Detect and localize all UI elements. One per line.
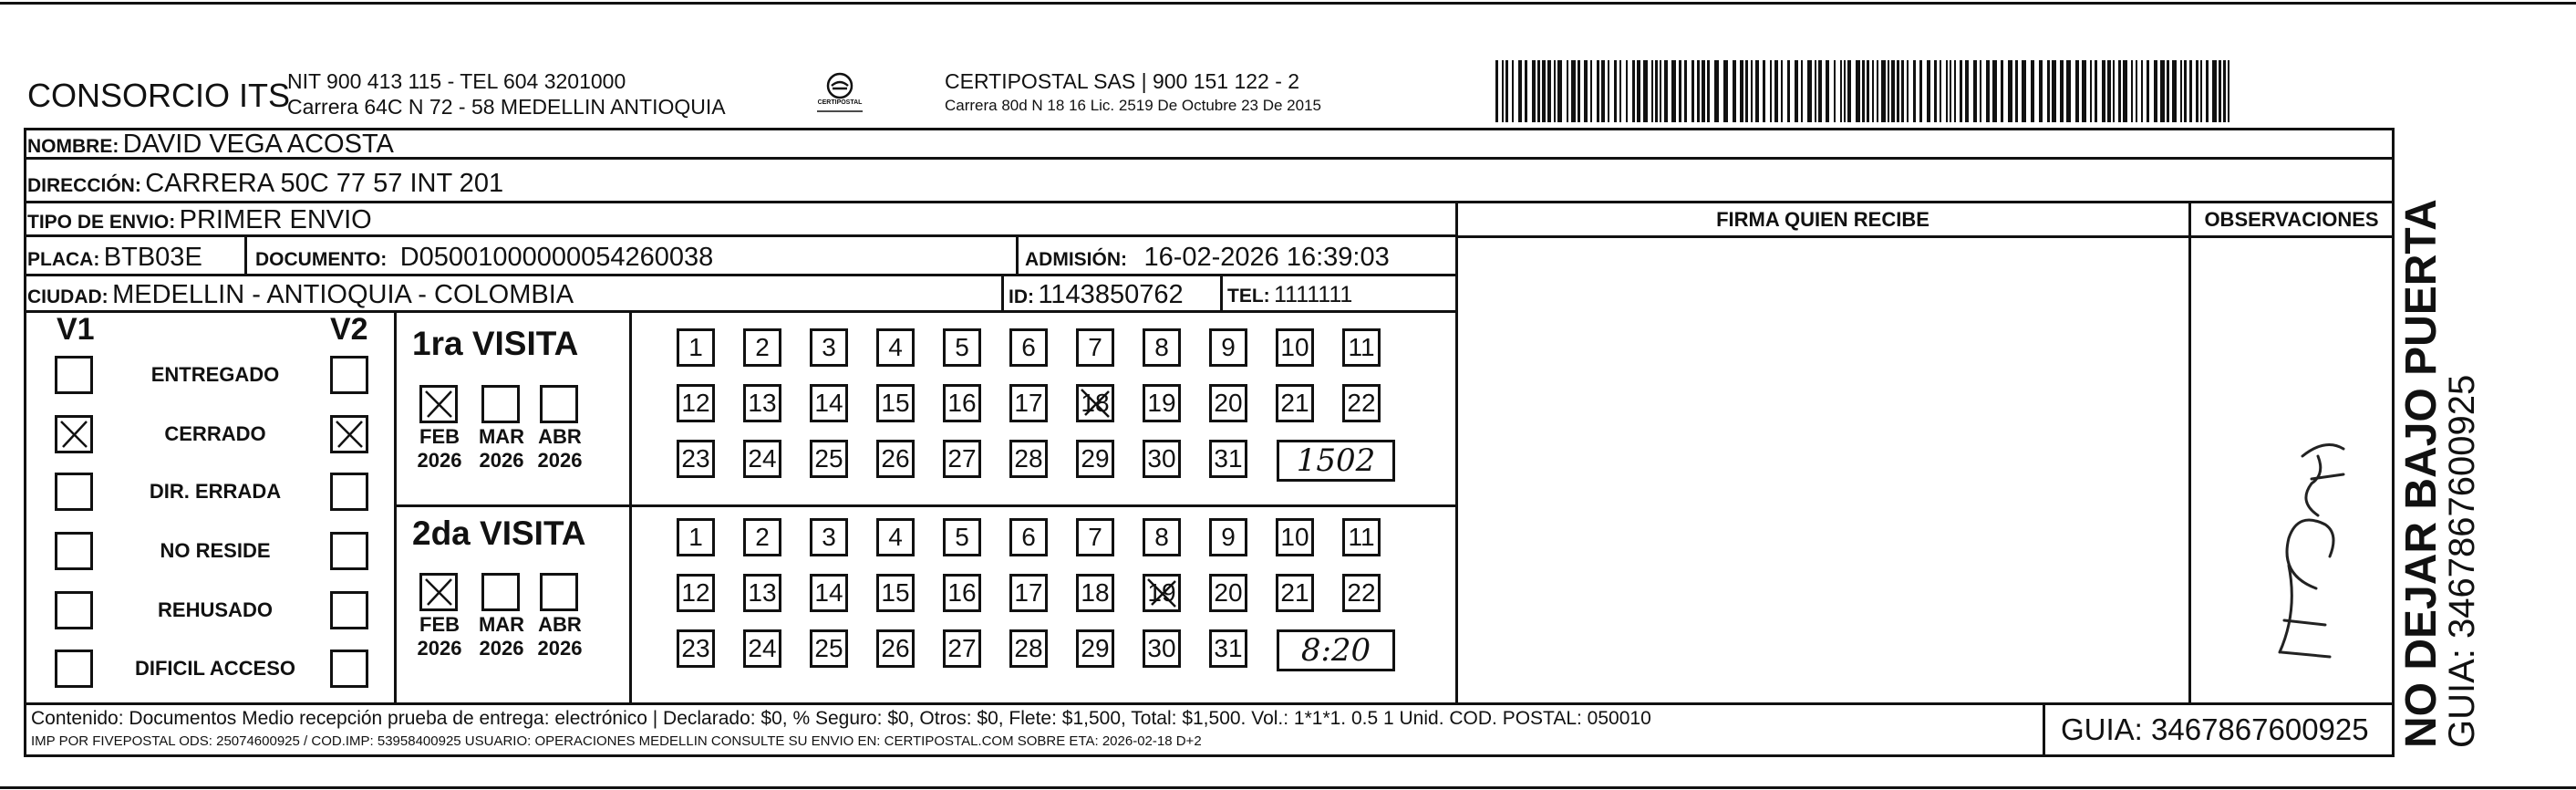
day-box[interactable]: 21 [1276, 384, 1314, 422]
footer-line-2: IMP POR FIVEPOSTAL ODS: 25074600925 / COD.IMP: 53958400925 USUARIO: OPERACIONES MEDELLIN CONSULTE SU ENVIO EN: CERTIPOSTAL.COM SOBRE ETA: 2026-02-18 D+2 [31, 733, 1202, 749]
barcode-bar [1567, 60, 1568, 122]
status-label: NO RESIDE [160, 539, 271, 562]
day-box[interactable]: 16 [943, 574, 981, 612]
day-box[interactable]: 13 [743, 574, 781, 612]
day-box[interactable]: 16 [943, 384, 981, 422]
barcode-bar [1660, 60, 1661, 122]
barcode-bar [1714, 60, 1719, 122]
barcode-bar [1973, 60, 1977, 122]
day-box[interactable]: 7 [1076, 328, 1114, 367]
barcode-bar [2160, 60, 2165, 122]
barcode-bar [1547, 60, 1551, 122]
barcode-bar [1940, 60, 1941, 122]
barcode-bar [2022, 60, 2026, 122]
barcode-bar [1614, 60, 1617, 122]
day-box[interactable]: 28 [1009, 440, 1048, 478]
day-mark-icon [1143, 574, 1181, 612]
barcode-bar [1723, 60, 1728, 122]
barcode-bar [2066, 60, 2071, 122]
vline-admision [1016, 237, 1019, 275]
direccion-label: DIRECCIÓN: [27, 175, 141, 196]
barcode-bar [1525, 60, 1527, 122]
tipo-row [27, 204, 372, 235]
day-box[interactable]: 25 [810, 629, 848, 668]
barcode-bar [2200, 60, 2202, 122]
barcode-bar [1684, 60, 1687, 122]
vline-firma [1455, 203, 1458, 704]
day-box[interactable]: 9 [1209, 328, 1247, 367]
month-year: 2026 [417, 637, 462, 660]
barcode-bar [1495, 60, 1498, 122]
day-box[interactable]: 1 [677, 518, 715, 556]
top-rule [0, 2, 2576, 5]
barcode-bar [2172, 60, 2177, 122]
barcode-bar [2001, 60, 2003, 122]
barcode-bar [1537, 60, 1540, 122]
visit2-title: 2da VISITA [412, 515, 586, 552]
barcode-bar [1733, 60, 1736, 122]
month-year: 2026 [479, 449, 524, 472]
barcode-bar [1755, 60, 1759, 122]
rule-ciudad [24, 310, 1455, 313]
id-label: ID: [1009, 286, 1034, 307]
day-box[interactable]: 30 [1143, 629, 1181, 668]
rule-firma-header [1455, 235, 2395, 238]
barcode-bar [1655, 60, 1658, 122]
barcode-bar [1795, 60, 1798, 122]
day-box[interactable]: 8 [1143, 328, 1181, 367]
day-box[interactable]: 5 [943, 328, 981, 367]
v2-checkbox[interactable] [330, 591, 368, 629]
barcode-bar [1801, 60, 1803, 122]
barcode-bar [1954, 60, 1956, 122]
barcode-bar [1946, 60, 1948, 122]
barcode-bar [2123, 60, 2127, 122]
barcode-bar [1901, 60, 1904, 122]
nombre-value: DAVID VEGA ACOSTA [122, 130, 394, 158]
barcode-bar [1691, 60, 1694, 122]
day-box[interactable]: 10 [1276, 518, 1314, 556]
barcode-bar [1781, 60, 1783, 122]
barcode-bar [2082, 60, 2086, 122]
barcode-bar [1679, 60, 1681, 122]
v1-checkbox[interactable] [55, 356, 93, 394]
day-box[interactable]: 13 [743, 384, 781, 422]
barcode-bar [1626, 60, 1628, 122]
day-mark-icon [1076, 384, 1114, 422]
logo-text: CERTIPOSTAL [817, 99, 863, 106]
month-checkbox[interactable] [419, 573, 458, 611]
day-box[interactable]: 8 [1143, 518, 1181, 556]
company-line-1: NIT 900 413 115 - TEL 604 3201000 [287, 69, 626, 93]
footer-line-1: Contenido: Documentos Medio recepción prueba de entrega: electrónico | Declarado: $0, % Seguro: $0, Otros: $0, Flete: $1,500, Total: $1,500. Vol.: 1*1*1. 0.5 1 Unid. COD. POSTAL: 050010 [31, 708, 1651, 729]
barcode-bar [2189, 60, 2192, 122]
tel-label: TEL: [1227, 286, 1270, 307]
day-box[interactable]: 19 [1143, 384, 1181, 422]
month-checkbox[interactable] [540, 385, 578, 423]
month-checkbox[interactable] [419, 385, 458, 423]
barcode-bar [1502, 60, 1504, 122]
visit1-title: 1ra VISITA [412, 325, 579, 362]
check-x-icon [422, 388, 455, 421]
barcode-bar [1637, 60, 1640, 122]
barcode-bar [2167, 60, 2169, 122]
month-year: 2026 [417, 449, 462, 472]
month-label: MAR [478, 613, 525, 636]
day-box[interactable]: 2 [743, 328, 781, 367]
v2-checkbox[interactable] [330, 650, 368, 688]
direccion-value: CARRERA 50C 77 57 INT 201 [145, 169, 504, 198]
barcode-bar [1927, 60, 1930, 122]
barcode [1495, 60, 2236, 122]
barcode-bar [1907, 60, 1909, 122]
barcode-bar [2113, 60, 2115, 122]
barcode-bar [1671, 60, 1676, 122]
handwritten-time-box[interactable] [1277, 629, 1395, 671]
check-x-icon [333, 418, 366, 451]
barcode-bar [1815, 60, 1816, 122]
admision-label: ADMISIÓN: [1025, 249, 1127, 270]
day-box[interactable]: 23 [677, 629, 715, 668]
tel-row [1227, 279, 1352, 310]
vline-id [1001, 275, 1004, 312]
barcode-bar [2180, 60, 2182, 122]
ciudad-label: CIUDAD: [27, 286, 109, 307]
carrier-line-2: Carrera 80d N 18 16 Lic. 2519 De Octubre 23 De 2015 [945, 97, 1321, 114]
rule-footer [24, 702, 2395, 705]
barcode-bar [1578, 60, 1580, 122]
placa-value: BTB03E [103, 243, 202, 272]
barcode-bar [2047, 60, 2050, 122]
barcode-bar [2039, 60, 2043, 122]
barcode-bar [1770, 60, 1772, 122]
barcode-bar [2184, 60, 2187, 122]
day-box[interactable]: 27 [943, 629, 981, 668]
documento-row [255, 241, 713, 274]
day-box[interactable]: 11 [1342, 328, 1381, 367]
barcode-bar [1542, 60, 1546, 122]
day-box[interactable]: 20 [1209, 574, 1247, 612]
barcode-bar [2223, 60, 2226, 122]
rule-placa [24, 274, 1455, 276]
barcode-bar [2196, 60, 2198, 122]
month-checkbox[interactable] [481, 573, 520, 611]
direccion-row [27, 167, 503, 200]
barcode-bar [1763, 60, 1765, 122]
barcode-bar [1532, 60, 1536, 122]
barcode-bar [1597, 60, 1599, 122]
barcode-bar [1950, 60, 1951, 122]
id-row [1009, 279, 1184, 310]
barcode-bar [1840, 60, 1842, 122]
certipostal-logo [808, 69, 872, 115]
month-year: 2026 [479, 637, 524, 660]
month-label: ABR [538, 613, 582, 636]
barcode-bar [1554, 60, 1556, 122]
barcode-bar [1992, 60, 1997, 122]
day-box[interactable]: 10 [1276, 328, 1314, 367]
barcode-bar [1844, 60, 1846, 122]
side-no-dejar: NO DEJAR BAJO PUERTA [2397, 199, 2446, 748]
barcode-bar [1608, 60, 1609, 122]
barcode-bar [2131, 60, 2133, 122]
barcode-bar [1702, 60, 1705, 122]
day-box[interactable]: 31 [1209, 440, 1247, 478]
handwritten-time-box[interactable] [1277, 440, 1395, 482]
barcode-bar [1856, 60, 1860, 122]
barcode-bar [1651, 60, 1653, 122]
company-line-2: Carrera 64C N 72 - 58 MEDELLIN ANTIOQUIA [287, 95, 726, 119]
barcode-bar [2206, 60, 2209, 122]
barcode-bar [1518, 60, 1522, 122]
id-value: 1143850762 [1038, 280, 1184, 309]
barcode-bar [1888, 60, 1889, 122]
barcode-bar [2052, 60, 2056, 122]
barcode-bar [1664, 60, 1668, 122]
barcode-bar [1862, 60, 1865, 122]
month-label: FEB [419, 425, 460, 448]
v2-checkbox[interactable] [330, 415, 368, 453]
day-box[interactable]: 30 [1143, 440, 1181, 478]
vline-status [394, 312, 397, 704]
barcode-bar [1632, 60, 1635, 122]
vline-tel [1220, 275, 1223, 312]
barcode-bar [2031, 60, 2034, 122]
v1-checkbox[interactable] [55, 473, 93, 511]
day-box[interactable]: 14 [810, 574, 848, 612]
barcode-bar [1965, 60, 1969, 122]
vline-months [629, 312, 632, 704]
handwritten-signature [2261, 429, 2362, 666]
status-label: CERRADO [164, 422, 266, 445]
barcode-bar [1872, 60, 1874, 122]
month-checkbox[interactable] [481, 385, 520, 423]
day-box[interactable]: 19 [1143, 574, 1181, 612]
vline-observaciones [2188, 203, 2191, 704]
barcode-bar [2015, 60, 2018, 122]
admision-row [1025, 241, 1390, 274]
observaciones-label: OBSERVACIONES [2204, 208, 2379, 231]
tipo-value: PRIMER ENVIO [179, 205, 372, 234]
day-box[interactable]: 18 [1076, 574, 1114, 612]
day-box[interactable]: 9 [1209, 518, 1247, 556]
barcode-bar [2090, 60, 2092, 122]
barcode-bar [2212, 60, 2217, 122]
nombre-row [27, 130, 394, 158]
barcode-bar [2154, 60, 2157, 122]
day-box[interactable]: 31 [1209, 629, 1247, 668]
barcode-bar [1881, 60, 1886, 122]
day-box[interactable]: 14 [810, 384, 848, 422]
day-box[interactable]: 26 [876, 440, 915, 478]
day-box[interactable]: 4 [876, 518, 915, 556]
day-box[interactable]: 20 [1209, 384, 1247, 422]
barcode-bar [1619, 60, 1621, 122]
carrier-line-1: CERTIPOSTAL SAS | 900 151 122 - 2 [945, 69, 1300, 93]
rule-direccion [24, 201, 2395, 203]
barcode-bar [1919, 60, 1922, 122]
day-box[interactable]: 3 [810, 328, 848, 367]
barcode-bar [1891, 60, 1895, 122]
ciudad-value: MEDELLIN - ANTIOQUIA - COLOMBIA [112, 280, 574, 309]
day-box[interactable]: 17 [1009, 574, 1048, 612]
day-box[interactable]: 28 [1009, 629, 1048, 668]
barcode-bar [1980, 60, 1981, 122]
day-box[interactable]: 6 [1009, 518, 1048, 556]
day-box[interactable]: 4 [876, 328, 915, 367]
month-label: MAR [478, 425, 525, 448]
barcode-bar [1643, 60, 1648, 122]
barcode-bar [1601, 60, 1605, 122]
day-box[interactable]: 24 [743, 629, 781, 668]
v2-label: V2 [330, 312, 368, 347]
day-box[interactable]: 21 [1276, 574, 1314, 612]
barcode-bar [2118, 60, 2121, 122]
status-label: DIR. ERRADA [149, 480, 282, 503]
status-label: REHUSADO [158, 598, 273, 621]
barcode-bar [1877, 60, 1878, 122]
footer-guia: GUIA: 3467867600925 [2061, 712, 2369, 746]
barcode-bar [2147, 60, 2149, 122]
barcode-bar [1740, 60, 1743, 122]
barcode-bar [1584, 60, 1588, 122]
day-box[interactable]: 12 [677, 384, 715, 422]
check-x-icon [57, 418, 90, 451]
barcode-bar [1960, 60, 1962, 122]
day-box[interactable]: 7 [1076, 518, 1114, 556]
day-box[interactable]: 18 [1076, 384, 1114, 422]
check-x-icon [422, 576, 455, 608]
company-name: CONSORCIO ITS [27, 77, 291, 114]
v1-checkbox[interactable] [55, 415, 93, 453]
firma-label: FIRMA QUIEN RECIBE [1716, 208, 1929, 231]
v1-checkbox[interactable] [55, 532, 93, 570]
v2-checkbox[interactable] [330, 356, 368, 394]
day-box[interactable]: 26 [876, 629, 915, 668]
placa-row [27, 241, 202, 274]
barcode-bar [1847, 60, 1851, 122]
vline-guia [2043, 704, 2045, 757]
barcode-bar [2219, 60, 2221, 122]
day-box[interactable]: 22 [1342, 574, 1381, 612]
v2-checkbox[interactable] [330, 532, 368, 570]
day-box[interactable]: 3 [810, 518, 848, 556]
v1-checkbox[interactable] [55, 650, 93, 688]
documento-value: D05001000000054260038 [399, 243, 714, 272]
barcode-bar [1697, 60, 1700, 122]
nombre-label: NOMBRE: [27, 136, 119, 157]
status-label: ENTREGADO [150, 363, 280, 386]
logo-icon [808, 69, 872, 115]
barcode-bar [2102, 60, 2105, 122]
day-box[interactable]: 24 [743, 440, 781, 478]
handwritten-time: 1502 [1296, 442, 1376, 479]
day-box[interactable]: 23 [677, 440, 715, 478]
barcode-bar [1745, 60, 1748, 122]
barcode-bar [2075, 60, 2079, 122]
day-box[interactable]: 17 [1009, 384, 1048, 422]
rule-visits-split [394, 504, 1455, 507]
ciudad-row [27, 279, 574, 310]
day-box[interactable]: 15 [876, 574, 915, 612]
barcode-bar [1751, 60, 1753, 122]
barcode-bar [1557, 60, 1562, 122]
day-box[interactable]: 27 [943, 440, 981, 478]
barcode-bar [1818, 60, 1822, 122]
barcode-bar [1505, 60, 1508, 122]
barcode-bar [1571, 60, 1576, 122]
tel-value: 1111111 [1274, 282, 1353, 307]
month-label: FEB [419, 613, 460, 636]
day-box[interactable]: 12 [677, 574, 715, 612]
month-checkbox[interactable] [540, 573, 578, 611]
month-label: ABR [538, 425, 582, 448]
side-guia: GUIA: 3467867600925 [2442, 374, 2482, 748]
barcode-bar [2060, 60, 2064, 122]
barcode-bar [1512, 60, 1514, 122]
barcode-bar [1934, 60, 1937, 122]
day-box[interactable]: 25 [810, 440, 848, 478]
v1-label: V1 [57, 312, 95, 347]
admision-value: 16-02-2026 16:39:03 [1143, 243, 1390, 272]
v1-checkbox[interactable] [55, 591, 93, 629]
barcode-bar [1774, 60, 1778, 122]
barcode-bar [1787, 60, 1790, 122]
day-box[interactable]: 11 [1342, 518, 1381, 556]
barcode-bar [1834, 60, 1836, 122]
day-box[interactable]: 5 [943, 518, 981, 556]
day-box[interactable]: 29 [1076, 440, 1114, 478]
barcode-bar [2107, 60, 2111, 122]
barcode-bar [1590, 60, 1592, 122]
barcode-bar [1826, 60, 1829, 122]
status-label: DIFICIL ACCESO [134, 657, 295, 680]
handwritten-time: 8:20 [1300, 632, 1371, 669]
barcode-bar [1807, 60, 1812, 122]
day-box[interactable]: 6 [1009, 328, 1048, 367]
barcode-bar [1867, 60, 1869, 122]
bottom-rule [0, 786, 2576, 789]
day-box[interactable]: 22 [1342, 384, 1381, 422]
barcode-bar [2008, 60, 2012, 122]
barcode-bar [2095, 60, 2097, 122]
tipo-label: TIPO DE ENVIO: [27, 212, 176, 233]
day-box[interactable]: 2 [743, 518, 781, 556]
barcode-bar [1913, 60, 1916, 122]
documento-label: DOCUMENTO: [255, 249, 388, 270]
v2-checkbox[interactable] [330, 473, 368, 511]
vline-placa [244, 237, 247, 275]
placa-label: PLACA: [27, 249, 100, 270]
barcode-bar [2228, 60, 2229, 122]
barcode-bar [1707, 60, 1710, 122]
barcode-bar [1897, 60, 1899, 122]
month-year: 2026 [537, 449, 583, 472]
barcode-bar [2136, 60, 2137, 122]
day-box[interactable]: 15 [876, 384, 915, 422]
barcode-bar [1986, 60, 1990, 122]
day-box[interactable]: 1 [677, 328, 715, 367]
barcode-bar [2141, 60, 2143, 122]
day-box[interactable]: 29 [1076, 629, 1114, 668]
month-year: 2026 [537, 637, 583, 660]
